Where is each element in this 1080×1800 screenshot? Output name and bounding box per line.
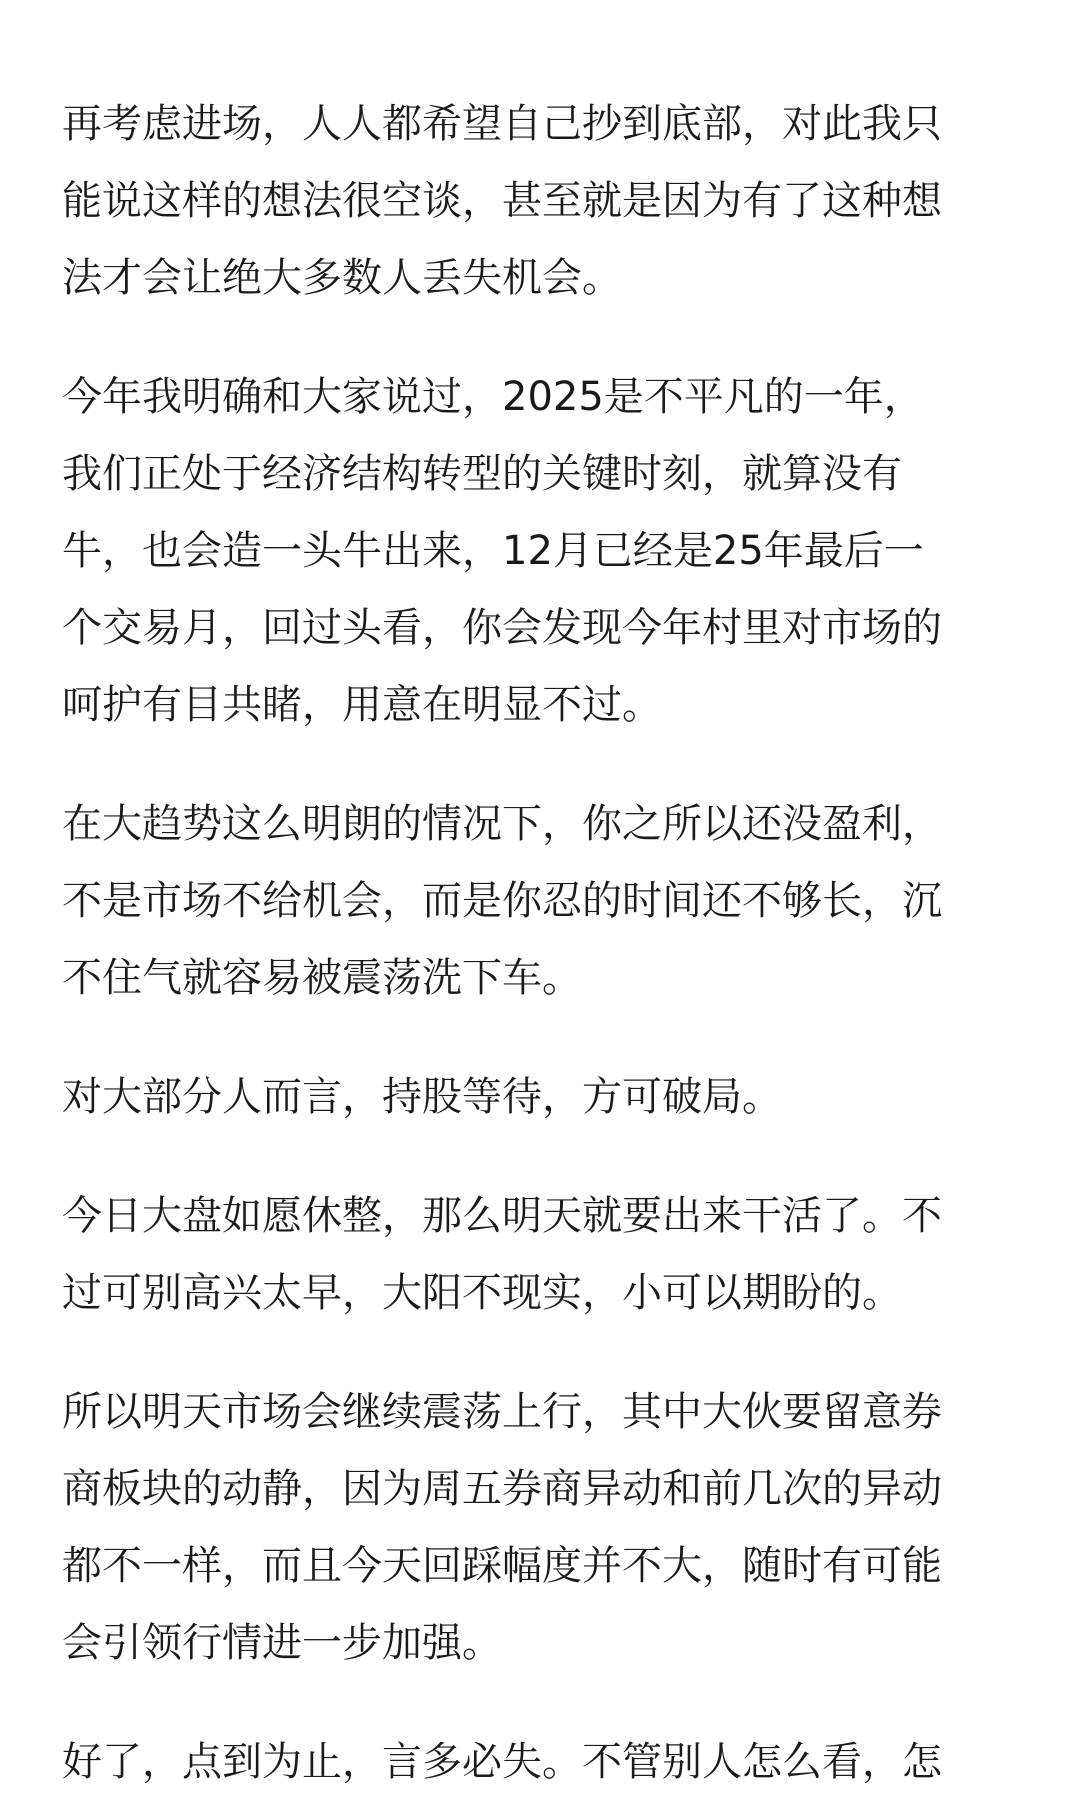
paragraph-line: 不住气就容易被震荡洗下车。 (62, 955, 582, 1001)
paragraph-line: 再考虑进场，人人都希望自己抄到底部，对此我只 (62, 101, 942, 147)
paragraph-line: 呵护有目共睹，用意在明显不过。 (62, 682, 662, 728)
paragraph-line: 过可别高兴太早，大阳不现实，小可以期盼的。 (62, 1270, 902, 1316)
paragraph-2 (62, 359, 1030, 744)
paragraph-line: 都不一样，而且今天回踩幅度并不大，随时有可能 (62, 1543, 942, 1589)
article-body (62, 86, 1030, 1800)
paragraph-5 (62, 1178, 1030, 1332)
paragraph-line: 会引领行情进一步加强。 (62, 1620, 502, 1666)
paragraph-4 (62, 1059, 1030, 1136)
paragraph-line: 所以明天市场会继续震荡上行，其中大伙要留意券 (62, 1389, 942, 1435)
paragraph-6 (62, 1374, 1030, 1682)
paragraph-line: 我们正处于经济结构转型的关键时刻，就算没有 (62, 451, 902, 497)
paragraph-line: 个交易月，回过头看，你会发现今年村里对市场的 (62, 605, 942, 651)
paragraph-1 (62, 86, 1030, 317)
paragraph-line: 在大趋势这么明朗的情况下，你之所以还没盈利， (62, 801, 942, 847)
paragraph-line: 法才会让绝大多数人丢失机会。 (62, 255, 622, 301)
paragraph-line: 对大部分人而言，持股等待，方可破局。 (62, 1074, 782, 1120)
paragraph-line: 能说这样的想法很空谈，甚至就是因为有了这种想 (62, 178, 942, 224)
paragraph-line: 商板块的动静，因为周五券商异动和前几次的异动 (62, 1466, 942, 1512)
paragraph-3 (62, 786, 1030, 1017)
paragraph-line: 好了，点到为止，言多必失。不管别人怎么看，怎 (62, 1739, 942, 1785)
paragraph-7 (62, 1724, 1030, 1800)
paragraph-line: 牛，也会造一头牛出来，12月已经是25年最后一 (62, 528, 924, 574)
paragraph-line: 今日大盘如愿休整，那么明天就要出来干活了。不 (62, 1193, 942, 1239)
paragraph-line: 不是市场不给机会，而是你忍的时间还不够长，沉 (62, 878, 942, 924)
paragraph-line: 今年我明确和大家说过，2025是不平凡的一年， (62, 374, 924, 420)
